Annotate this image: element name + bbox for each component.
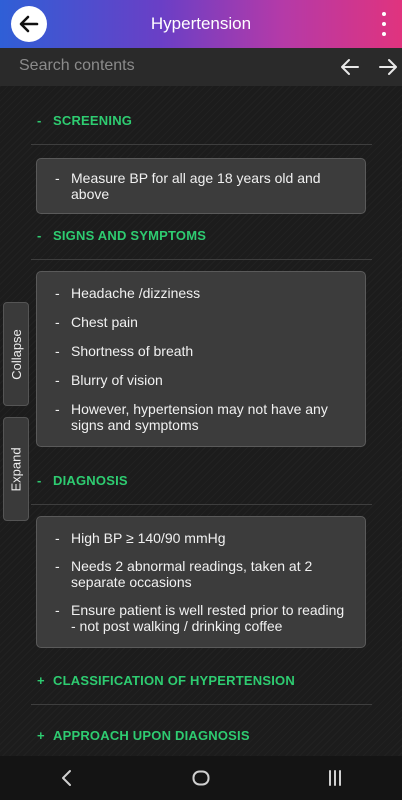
section-title: DIAGNOSIS xyxy=(53,473,128,488)
section-card xyxy=(36,271,366,447)
arrow-right-icon[interactable] xyxy=(377,56,399,78)
section-title: SIGNS AND SYMPTOMS xyxy=(53,228,207,243)
section-header[interactable] xyxy=(31,457,372,505)
nav-back-icon[interactable] xyxy=(57,768,77,788)
back-arrow-icon xyxy=(18,13,40,35)
app-bar xyxy=(0,0,402,48)
arrow-left-icon[interactable] xyxy=(339,56,361,78)
section-diagnosis xyxy=(31,457,372,648)
back-button[interactable] xyxy=(11,6,47,42)
list-item: - Headache /dizziness xyxy=(55,285,201,301)
expand-sign: + xyxy=(37,728,45,743)
list-item: - High BP ≥ 140/90 mmHg xyxy=(55,530,226,546)
section-classification xyxy=(31,657,372,705)
nav-recents-icon[interactable] xyxy=(325,768,345,788)
section-signs-and-symptoms xyxy=(31,212,372,447)
section-header[interactable] xyxy=(31,97,372,145)
collapse-sign: - xyxy=(37,113,42,128)
section-title: APPROACH UPON DIAGNOSIS xyxy=(53,728,250,743)
section-title: SCREENING xyxy=(53,113,133,128)
system-nav-bar xyxy=(0,756,402,800)
section-card xyxy=(36,158,366,214)
section-header[interactable] xyxy=(31,712,372,756)
list-item: - Chest pain xyxy=(55,314,138,330)
collapse-sign: - xyxy=(37,473,42,488)
collapse-label: Collapse xyxy=(8,328,24,380)
list-item: - Needs 2 abnormal readings, taken at 2 separate occasions xyxy=(55,558,313,590)
more-vertical-icon xyxy=(382,12,386,16)
search-bar xyxy=(0,48,402,86)
search-input[interactable] xyxy=(19,57,319,75)
nav-home-icon[interactable] xyxy=(191,768,211,788)
list-item: - Shortness of breath xyxy=(55,343,194,359)
list-item: - Ensure patient is well rested prior to reading - not post walking / drinking coffee xyxy=(55,602,345,634)
section-approach xyxy=(31,712,372,756)
more-options-button[interactable] xyxy=(380,12,388,36)
section-title: CLASSIFICATION OF HYPERTENSION xyxy=(53,673,295,688)
section-header[interactable] xyxy=(31,212,372,260)
expand-label: Expand xyxy=(8,446,24,492)
list-item: - Measure BP for all age 18 years old and above xyxy=(55,170,321,202)
collapse-sign: - xyxy=(37,228,42,243)
section-screening xyxy=(31,97,372,214)
expand-sign: + xyxy=(37,673,45,688)
section-card xyxy=(36,516,366,648)
page-title: Hypertension xyxy=(150,14,252,33)
list-item: - However, hypertension may not have any signs and symptoms xyxy=(55,401,328,433)
expand-tab[interactable] xyxy=(3,417,29,521)
content-area[interactable] xyxy=(0,86,402,756)
section-header[interactable] xyxy=(31,657,372,705)
collapse-tab[interactable] xyxy=(3,302,29,406)
list-item: - Blurry of vision xyxy=(55,372,163,388)
